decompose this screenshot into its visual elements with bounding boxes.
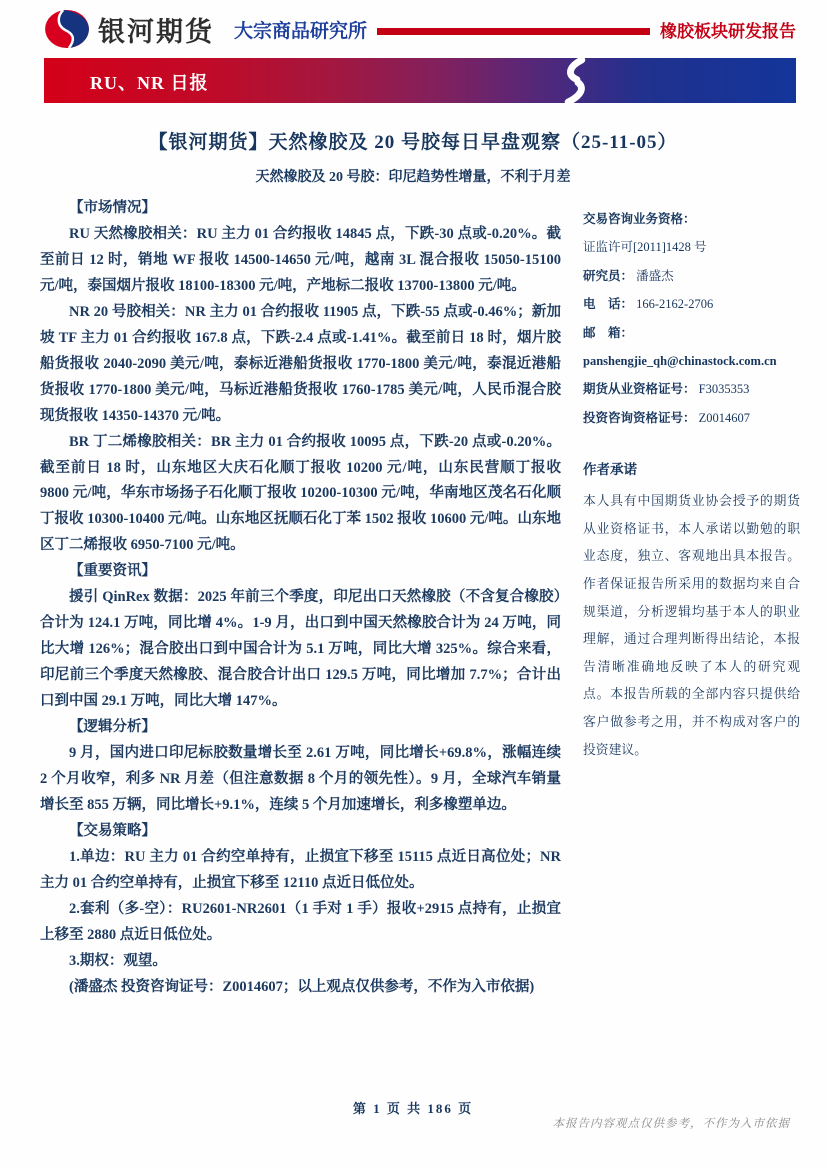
advisory-cert-row xyxy=(583,409,800,428)
page-title: 【银河期货】天然橡胶及 20 号胶每日早盘观察（25-11-05） xyxy=(148,132,678,153)
content-area xyxy=(0,186,826,1001)
report-body xyxy=(40,196,561,1001)
banner-title: RU、NR 日报 xyxy=(90,73,209,93)
report-tag: 橡胶板块研发报告 xyxy=(660,21,796,41)
license-number-value: 证监许可[2011]1428 号 xyxy=(583,240,707,255)
paragraph-ru-market: RU 天然橡胶相关：RU 主力 01 合约报收 14845 点，下跌-30 点或-0.20%。截至前日 12 时，销地 WF 报收 14500-14650 元/吨，越南 3L 混合报收 15050-15100 元/吨，泰国烟片报收 18100-18300 元/吨，产地标二报收 13700-13800 元/吨。 xyxy=(40,225,561,294)
researcher-label: 研究员： xyxy=(583,268,634,283)
phone-label: 电 话： xyxy=(583,297,634,312)
page-number: 第 1 页 共 186 页 xyxy=(352,1101,474,1116)
header-divider-line xyxy=(377,28,650,35)
futures-cert-label: 期货从业资格证号： xyxy=(583,382,696,397)
paragraph-br-market: BR 丁二烯橡胶相关：BR 主力 01 合约报收 10095 点，下跌-20 点或-0.20%。截至前日 18 时，山东地区大庆石化顺丁报收 10200 元/吨，山东民营顺丁报收 9800 元/吨，华东市场扬子石化顺丁报收 10200-10300 元/吨，华南地区茂名石化顺丁报收 10300-10400 元/吨。山东地区抚顺石化丁苯 1502 报收 10600 元/吨。山东地区丁二烯报收 6950-7100 元/吨。 xyxy=(40,433,561,554)
phone-number: 166-2162-2706 xyxy=(636,297,714,312)
email-label-row xyxy=(583,324,800,343)
qualification-heading-label: 交易咨询业务资格： xyxy=(583,212,696,226)
researcher-name: 潘盛杰 xyxy=(636,268,674,283)
qualification-heading xyxy=(583,210,800,229)
paragraph-news: 援引 QinRex 数据：2025 年前三个季度，印尼出口天然橡胶（不含复合橡胶）合计为 124.1 万吨，同比增 4%。1-9 月，出口到中国天然橡胶合计为 24 万吨，同比大增 126%；混合胶出口到中国合计为 5.1 万吨，同比大增 325%。综合来看，印尼前三个季度天然橡胶、混合胶合计出口 129.5 万吨，同比增加 7.7%；合计出口到中国 29.1 万吨，同比大增 147%。 xyxy=(40,589,561,710)
author-pledge-heading: 作者承诺 xyxy=(583,462,637,477)
page-subtitle: 天然橡胶及 20 号胶：印尼趋势性增量，不利于月差 xyxy=(255,170,571,185)
email-address: panshengjie_qh@chinastock.com.cn xyxy=(583,353,777,368)
paragraph-nr-market: NR 20 号胶相关：NR 主力 01 合约报收 11905 点，下跌-55 点或-0.46%；新加坡 TF 主力 01 合约报收 167.8 点，下跌-2.4 点或-1.41%。截至前日 18 时，烟片胶船货报收 2040-2090 美元/吨，泰标近港船货报收 1770-1800 美元/吨，泰混近港船货报收 1770-1800 美元/吨，马标近港船货报收 1760-1785 美元/吨，人民币混合胶现货报收 14350-14370 元/吨。 xyxy=(40,303,561,424)
section-heading-news: 【重要资讯】 xyxy=(69,563,156,580)
footer-disclaimer: 本报告内容观点仅供参考，不作为入市依据 xyxy=(552,1118,790,1130)
advisory-cert-label: 投资咨询资格证号： xyxy=(583,410,696,425)
license-number xyxy=(583,238,800,257)
paragraph-strategy-arbitrage: 2.套利（多-空）：RU2601-NR2601（1 手对 1 手）报收+2915 点持有，止损宜上移至 2880 点近日低位处。 xyxy=(40,900,561,943)
paragraph-logic: 9 月，国内进口印尼标胶数量增长至 2.61 万吨，同比增长+69.8%，涨幅连续 2 个月收窄，利多 NR 月差（但注意数据 8 个月的领先性）。9 月，全球汽车销量增长至 855 万辆，同比增长+9.1%，连续 5 个月加速增长，利多橡塑单边。 xyxy=(40,745,561,813)
paragraph-strategy-options: 3.期权：观望。 xyxy=(69,952,167,969)
institute-name: 大宗商品研究所 xyxy=(234,20,368,42)
swoosh-icon xyxy=(555,58,593,103)
phone-row xyxy=(583,295,800,314)
paragraph-strategy-note: (潘盛杰 投资咨询证号：Z0014607；以上观点仅供参考，不作为入市依据) xyxy=(69,978,535,995)
company-name: 银河期货 xyxy=(98,16,214,47)
info-sidebar xyxy=(583,196,800,1001)
galaxy-futures-logo-icon xyxy=(44,9,90,49)
section-heading-logic: 【逻辑分析】 xyxy=(69,719,156,736)
email-label: 邮 箱： xyxy=(583,325,634,340)
advisory-cert-number: Z0014607 xyxy=(698,410,751,425)
report-banner xyxy=(44,58,796,103)
author-pledge-text: 本人具有中国期货业协会授予的期货从业资格证书，本人承诺以勤勉的职业态度，独立、客观地出具本报告。作者保证报告所采用的数据均来自合规渠道，分析逻辑均基于本人的职业理解，通过合理判断得出结论，本报告清晰准确地反映了本人的研究观点。本报告所载的全部内容只提供给客户做参考之用，并不构成对客户的投资建议。 xyxy=(583,494,800,757)
researcher-row xyxy=(583,267,800,286)
futures-cert-number: F3035353 xyxy=(698,382,750,397)
section-heading-market: 【市场情况】 xyxy=(69,200,156,216)
futures-cert-row xyxy=(583,380,800,399)
header xyxy=(0,0,826,50)
section-heading-strategy: 【交易策略】 xyxy=(69,822,156,839)
paragraph-strategy-unilateral: 1.单边：RU 主力 01 合约空单持有，止损宜下移至 15115 点近日高位处；NR 主力 01 合约空单持有，止损宜下移至 12110 点近日低位处。 xyxy=(40,848,561,891)
